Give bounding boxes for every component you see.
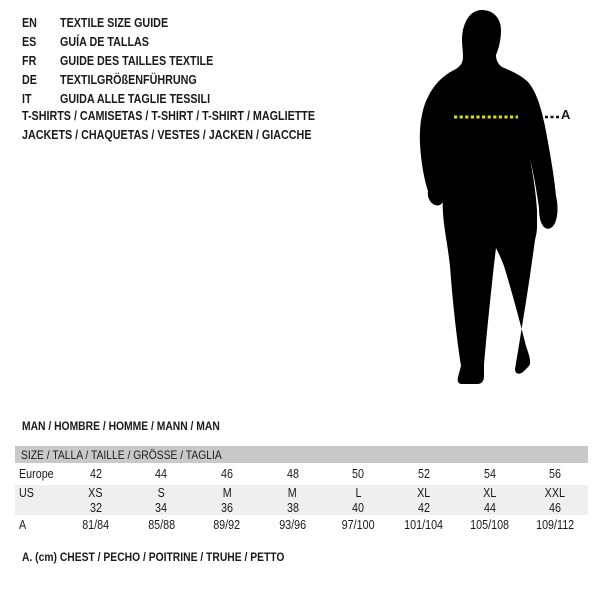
language-list — [22, 13, 238, 108]
table-cell: 32 — [89, 500, 102, 515]
table-cell: L — [355, 485, 362, 500]
table-cell: 105/108 — [470, 518, 509, 532]
language-row-es — [22, 32, 238, 51]
table-cell: XS — [88, 485, 103, 500]
language-code: DE — [22, 72, 37, 87]
measure-label-a: A — [561, 107, 571, 122]
table-cell: 44 — [155, 467, 168, 481]
table-cell: 56 — [549, 467, 562, 481]
table-cell: 40 — [352, 500, 365, 515]
language-label: GUIDE DES TAILLES TEXTILE — [60, 53, 214, 68]
table-row-us — [15, 485, 588, 500]
language-code: FR — [22, 53, 37, 68]
table-cell: 85/88 — [147, 518, 175, 532]
language-label: TEXTILE SIZE GUIDE — [60, 15, 169, 30]
table-cell: 54 — [483, 467, 496, 481]
table-cell: 42 — [417, 500, 430, 515]
language-row-de — [22, 70, 238, 89]
table-cell: 46 — [549, 500, 562, 515]
row-label-us: US — [19, 485, 34, 500]
chest-measure-line-inner — [454, 115, 518, 119]
table-cell: XL — [482, 485, 497, 500]
table-cell: 52 — [417, 467, 430, 481]
language-row-en — [22, 13, 238, 32]
language-code: IT — [22, 91, 32, 106]
man-silhouette — [405, 4, 565, 394]
table-cell: 34 — [155, 500, 168, 515]
table-cell: 36 — [221, 500, 234, 515]
language-label: GUIDA ALLE TAGLIE TESSILI — [60, 91, 211, 106]
size-table-header — [15, 446, 588, 463]
language-label: TEXTILGRÖßENFÜHRUNG — [60, 72, 197, 87]
table-cell: 44 — [483, 500, 496, 515]
table-cell: 93/96 — [279, 518, 307, 532]
row-label-europe: Europe — [19, 467, 54, 481]
table-row-chest-a — [15, 515, 588, 535]
table-cell: M — [288, 485, 298, 500]
table-cell: 97/100 — [341, 518, 375, 532]
table-cell: 81/84 — [82, 518, 110, 532]
language-code: EN — [22, 15, 37, 30]
section-title-man: MAN / HOMBRE / HOMME / MANN / MAN — [22, 419, 220, 433]
chest-measure-line-outer — [545, 115, 561, 119]
man-silhouette-path — [420, 10, 558, 384]
table-cell: 101/104 — [404, 518, 444, 532]
table-cell: M — [222, 485, 232, 500]
table-cell: XL — [417, 485, 431, 500]
language-code: ES — [22, 34, 37, 49]
table-cell: S — [157, 485, 166, 500]
table-cell: 48 — [286, 467, 299, 481]
table-cell: XXL — [545, 485, 566, 500]
table-cell: 109/112 — [536, 518, 575, 532]
size-table — [15, 446, 588, 535]
table-cell: 42 — [89, 467, 102, 481]
table-row-numeric-us — [15, 500, 588, 515]
language-row-fr — [22, 51, 238, 70]
footnote-chest-measure: A. (cm) CHEST / PECHO / POITRINE / TRUHE / PETTO — [22, 550, 285, 564]
table-cell: 46 — [221, 467, 234, 481]
table-cell: 38 — [286, 500, 299, 515]
row-label-a: A — [19, 518, 27, 532]
size-table-header-label: SIZE / TALLA / TAILLE / GRÖSSE / TAGLIA — [21, 447, 222, 462]
category-line-jackets: JACKETS / CHAQUETAS / VESTES / JACKEN / GIACCHE — [22, 127, 312, 142]
category-list — [22, 106, 363, 144]
table-row-europe — [15, 463, 588, 485]
table-cell: 89/92 — [213, 518, 241, 532]
table-cell: 50 — [352, 467, 365, 481]
category-line-tshirts: T-SHIRTS / CAMISETAS / T-SHIRT / T-SHIRT / MAGLIETTE — [22, 108, 316, 123]
language-label: GUÍA DE TALLAS — [60, 34, 149, 49]
